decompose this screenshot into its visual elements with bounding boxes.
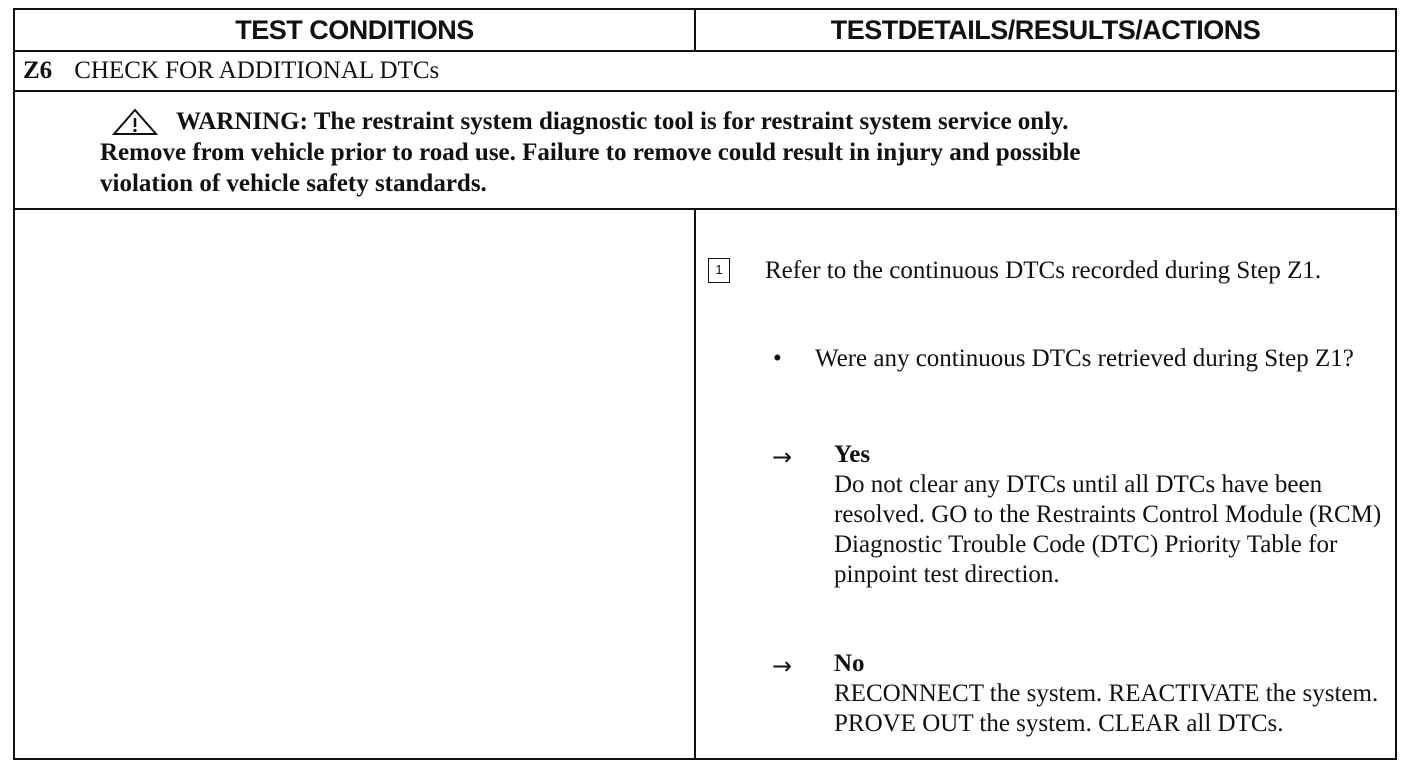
test-conditions-cell (15, 210, 696, 758)
diagnostic-table (13, 8, 1397, 760)
warning-line-3: violation of vehicle safety standards. (100, 170, 487, 197)
warning-line-1: WARNING: The restraint system diagnostic tool is for restraint system service only. (176, 108, 1069, 135)
step-title-row (15, 52, 1395, 92)
step-title: CHECK FOR ADDITIONAL DTCs (74, 57, 440, 84)
refer-instruction: Refer to the continuous DTCs recorded during Step Z1. (765, 257, 1322, 284)
no-action-text: RECONNECT the system. REACTIVATE the system. PROVE OUT the system. CLEAR all DTCs. (834, 680, 1379, 737)
bullet-icon: • (773, 345, 782, 372)
warning-triangle-icon (110, 107, 160, 137)
arrow-right-icon: → (772, 443, 793, 471)
no-result (834, 649, 1394, 739)
yes-result (834, 440, 1394, 590)
test-conditions-header: TEST CONDITIONS (15, 10, 696, 52)
question-text: Were any continuous DTCs retrieved during Step Z1? (815, 345, 1354, 372)
test-details-cell (696, 210, 1395, 758)
step-number: Z6 (23, 57, 53, 84)
warning-line-2: Remove from vehicle prior to road use. Failure to remove could result in injury and possible (100, 139, 1081, 166)
yes-action-text: Do not clear any DTCs until all DTCs have been resolved. GO to the Restraints Control Module (RCM) Diagnostic Trouble Code (DTC) Priority Table for pinpoint test direction. (834, 471, 1382, 588)
no-label: No (834, 650, 865, 677)
warning-block (15, 92, 1395, 210)
yes-label: Yes (834, 441, 871, 468)
arrow-right-icon: → (772, 652, 793, 680)
substep-number-box: 1 (708, 258, 730, 283)
test-details-header: TESTDETAILS/RESULTS/ACTIONS (696, 10, 1395, 52)
